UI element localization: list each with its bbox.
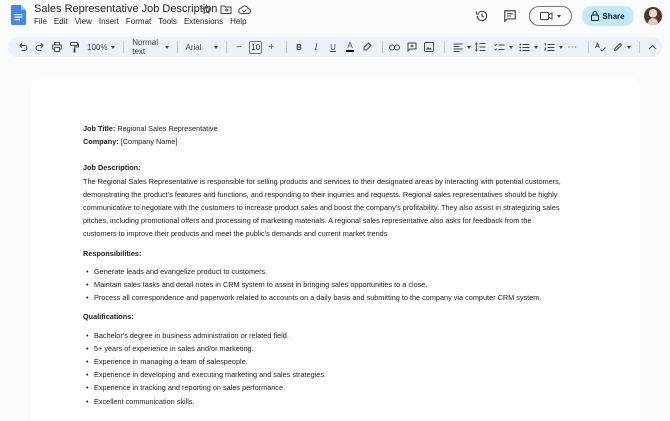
align-select[interactable]: [450, 39, 474, 55]
folder-move-icon[interactable]: [219, 3, 232, 16]
company-value: [Company Name]: [118, 137, 178, 147]
text-color-swatch: [346, 50, 354, 52]
job-title-line: [83, 122, 563, 135]
avatar[interactable]: [644, 7, 662, 25]
menu-format[interactable]: Format: [125, 17, 152, 26]
chevron-down-icon: [467, 46, 471, 49]
list-item: • Maintain sales tasks and detail notes in CRM system to assist in bringing sales opportunities to a close.: [83, 278, 563, 291]
menu-view[interactable]: View: [74, 17, 92, 26]
spacer: [83, 148, 563, 161]
menu-edit[interactable]: Edit: [53, 17, 68, 26]
star-icon[interactable]: [200, 3, 213, 16]
insert-image-icon[interactable]: [422, 39, 436, 55]
zoom-select[interactable]: [84, 39, 118, 55]
chevron-down-icon: [214, 46, 218, 49]
menu-tools[interactable]: Tools: [158, 17, 177, 26]
job-title-value: Regional Sales Representative: [115, 124, 218, 133]
underline-glyph: U: [330, 42, 336, 52]
app-header: [0, 0, 670, 34]
qualifications-heading: Qualifications:: [83, 312, 134, 322]
menu-file[interactable]: File: [34, 17, 47, 26]
chevron-down-icon: [534, 46, 538, 49]
list-item: • Process all correspondence and paperwork related to accounts on a daily basis and submitting to the company via computer CRM system.: [83, 291, 563, 304]
bulleted-list-select[interactable]: [516, 39, 541, 55]
undo-icon[interactable]: [16, 39, 30, 55]
chevron-down-icon: [559, 46, 563, 49]
text-color-glyph: A: [347, 41, 353, 51]
toolbar-divider: [382, 41, 383, 53]
cloud-saved-icon[interactable]: [238, 3, 251, 16]
chevron-down-icon: [557, 15, 561, 18]
numbered-list-icon: [544, 43, 555, 52]
chevron-down-icon: [509, 46, 513, 49]
toolbar-divider: [123, 41, 124, 53]
list-item: • Experience in managing a team of salespeople.: [83, 355, 563, 368]
numbered-list-select[interactable]: [541, 39, 566, 55]
description-heading: Job Description:: [83, 163, 141, 173]
history-icon[interactable]: [473, 7, 491, 25]
meet-button[interactable]: [529, 6, 572, 26]
style-value: Normal text: [132, 38, 158, 56]
bold-button[interactable]: [292, 39, 306, 55]
paint-format-icon[interactable]: [67, 39, 81, 55]
google-docs-icon[interactable]: [11, 5, 26, 25]
print-icon[interactable]: [50, 39, 64, 55]
italic-button[interactable]: [309, 39, 323, 55]
text-color-button[interactable]: [343, 39, 357, 55]
add-comment-icon[interactable]: [405, 39, 419, 55]
highlight-pen-icon[interactable]: [360, 39, 374, 55]
style-select[interactable]: [129, 39, 172, 55]
font-select[interactable]: [182, 39, 221, 55]
font-value: Arial: [185, 42, 202, 52]
list-item: • Experience in tracking and reporting on sales performance.: [83, 381, 563, 394]
document-body[interactable]: [83, 122, 563, 408]
collapse-menus-icon[interactable]: [645, 39, 659, 55]
decrease-font-size-icon[interactable]: −: [236, 41, 242, 53]
zoom-value: 100%: [87, 42, 108, 52]
document-page[interactable]: [30, 77, 640, 421]
responsibilities-list: [83, 265, 563, 305]
menu-extensions[interactable]: Extensions: [183, 17, 224, 26]
toolbar-divider: [286, 41, 287, 53]
spellcheck-icon[interactable]: [593, 39, 607, 55]
list-item: • Excellent communication skills.: [83, 395, 563, 408]
job-title-label: Job Title:: [83, 124, 116, 133]
document-title[interactable]: Sales Representative Job Description: [34, 3, 218, 15]
list-item: • 5+ years of experience in sales and/or marketing.: [83, 342, 563, 355]
menu-bar: [34, 17, 254, 26]
redo-icon[interactable]: [33, 39, 47, 55]
font-size-input[interactable]: 10: [249, 41, 262, 54]
editing-mode-select[interactable]: [610, 39, 634, 55]
checklist-select[interactable]: [491, 39, 516, 55]
chevron-down-icon: [627, 46, 631, 49]
more-options-icon[interactable]: ⋯: [567, 41, 578, 53]
toolbar-divider: [444, 41, 445, 53]
list-item: • Experience in developing and executing marketing and sales strategies.: [83, 368, 563, 381]
menu-help[interactable]: Help: [230, 17, 247, 26]
chevron-down-icon: [165, 46, 169, 49]
align-left-icon: [453, 43, 463, 52]
qualifications-list: [83, 329, 563, 408]
link-icon[interactable]: [388, 39, 402, 55]
formatting-toolbar: [8, 37, 662, 57]
menu-insert[interactable]: Insert: [98, 17, 119, 26]
bulleted-list-icon: [519, 43, 530, 52]
underline-button[interactable]: [326, 39, 340, 55]
description-paragraph: The Regional Sales Representative is responsible for selling products and services to their designated areas by interacting with potential customers, demonstrating the product's features and functions, and responding to their inquiries and requests. Regional sales representatives should be highly communicative to negotiate with the customers to increase product sales and boost the company's profitability. They also assist in strategizing sales pitches, including promotional offers and processing of marketing materials. A regional sales representative also asks for feedback from the customers to improve their products and meet the public's demands and current market trends: [83, 176, 561, 239]
company-label: Company:: [83, 137, 119, 147]
comment-icon[interactable]: [501, 7, 519, 25]
video-camera-icon: [540, 11, 553, 21]
company-line: [83, 135, 563, 148]
bold-glyph: B: [296, 42, 302, 52]
list-item: • Bachelor's degree in business administration or related field.: [83, 329, 563, 342]
share-label: Share: [602, 11, 625, 21]
toolbar-divider: [226, 41, 227, 53]
italic-glyph: I: [314, 42, 318, 52]
increase-font-size-icon[interactable]: +: [268, 41, 275, 53]
toolbar-divider: [177, 41, 178, 53]
line-spacing-icon[interactable]: [474, 39, 488, 55]
list-item: • Generate leads and evangelize product to customers.: [83, 265, 563, 278]
chevron-down-icon: [111, 46, 115, 49]
checklist-icon: [494, 43, 505, 52]
lock-icon: [591, 11, 599, 21]
pencil-icon: [613, 42, 623, 52]
toolbar-divider: [639, 41, 640, 53]
share-button[interactable]: [582, 6, 634, 26]
toolbar-divider: [588, 41, 589, 53]
responsibilities-heading: Responsibilities:: [83, 248, 142, 258]
